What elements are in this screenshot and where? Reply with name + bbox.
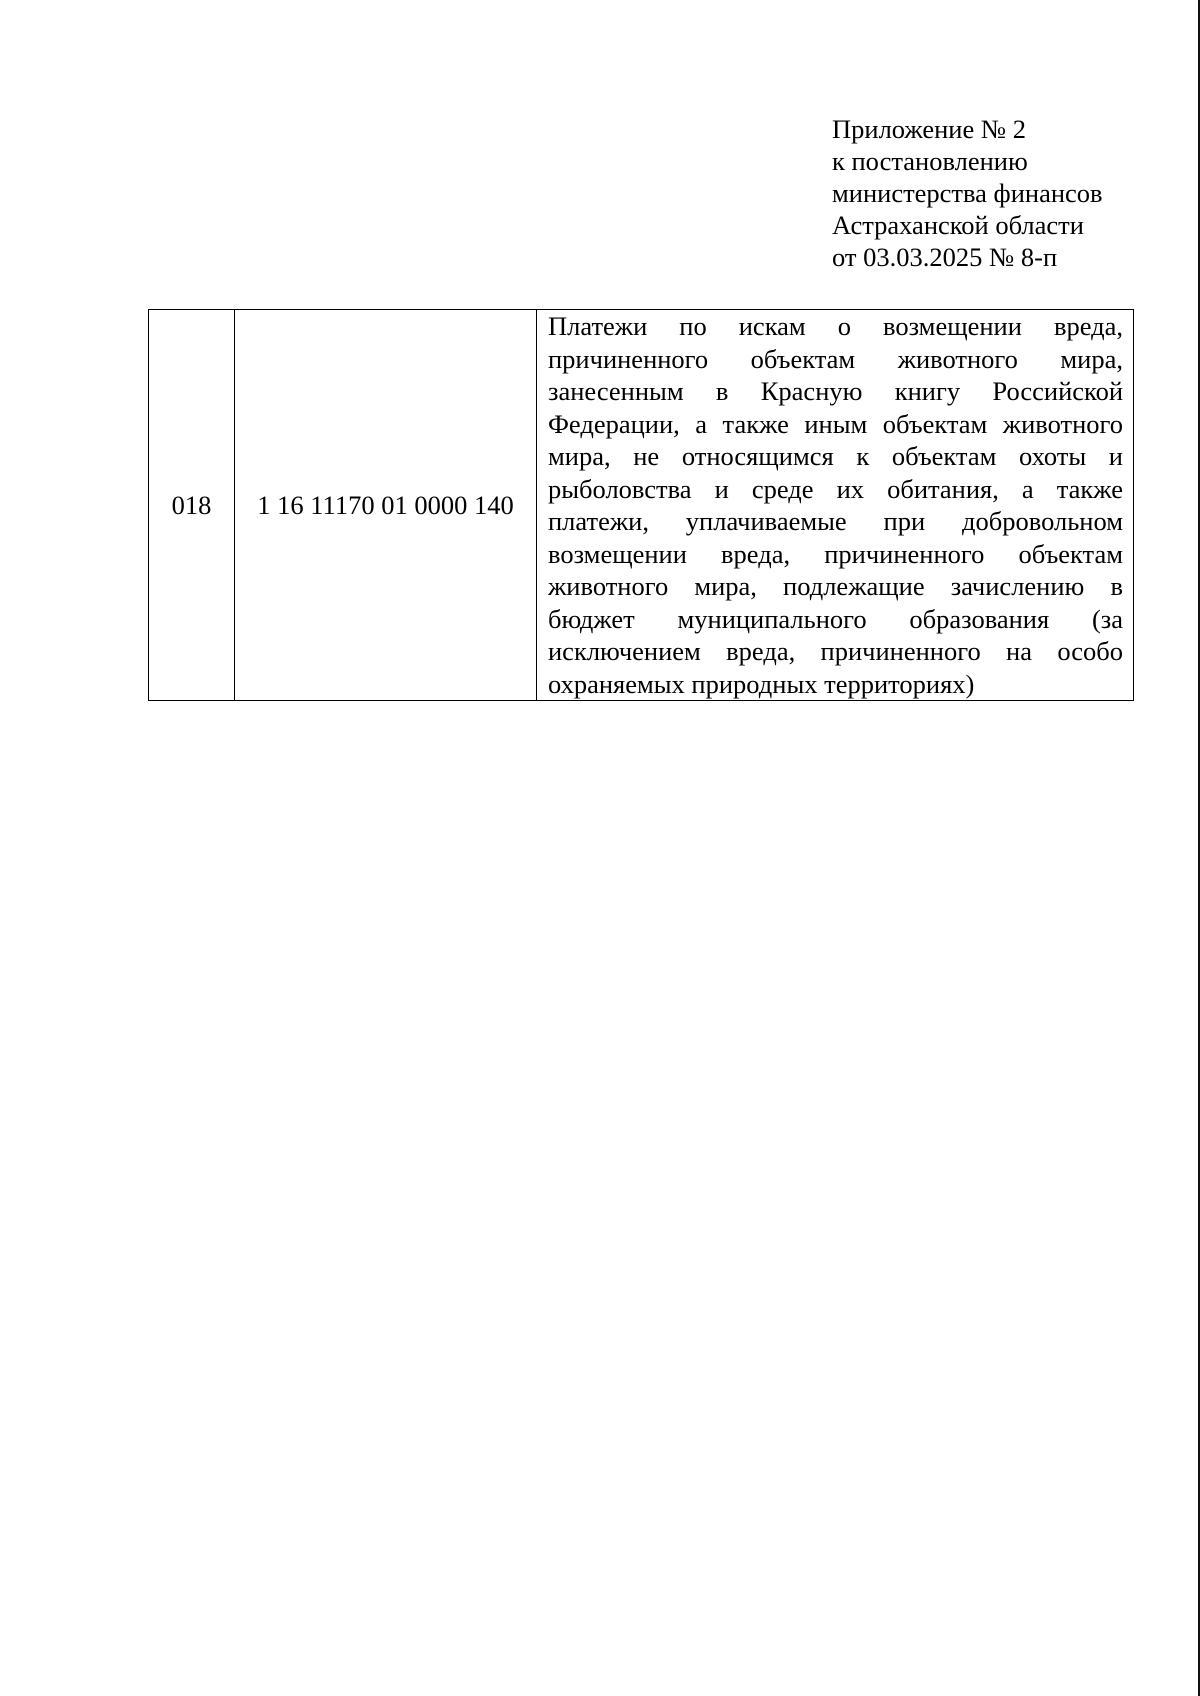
table-row	[149, 310, 1134, 701]
budget-code-table	[148, 309, 1134, 701]
chapter-code-cell: 018	[149, 310, 235, 701]
appendix-title: Приложение № 2	[832, 114, 1027, 144]
appendix-date-line: от 03.03.2025 № 8-п	[832, 242, 1058, 272]
revenue-code-cell: 1 16 11170 01 0000 140	[235, 310, 537, 701]
revenue-name-cell: Платежи по искам о возмещении вреда, причиненного объектам животного мира, занесенным в Красную книгу Российской Федерации, а также иным объектам животного мира, не относящимся к объектам охоты и рыболовства и среде их обитания, а также платежи, уплачиваемые при добровольном возмещении вреда, причиненного объектам животного мира, подлежащие зачислению в бюджет муниципального образования (за исключением вреда, причиненного на особо охраняемых природных территориях)	[537, 310, 1134, 701]
appendix-ref-line: к постановлению	[832, 146, 1028, 176]
appendix-header	[832, 113, 1172, 273]
appendix-region-line: Астраханской области	[832, 210, 1084, 240]
appendix-ministry-line: министерства финансов	[832, 178, 1103, 208]
